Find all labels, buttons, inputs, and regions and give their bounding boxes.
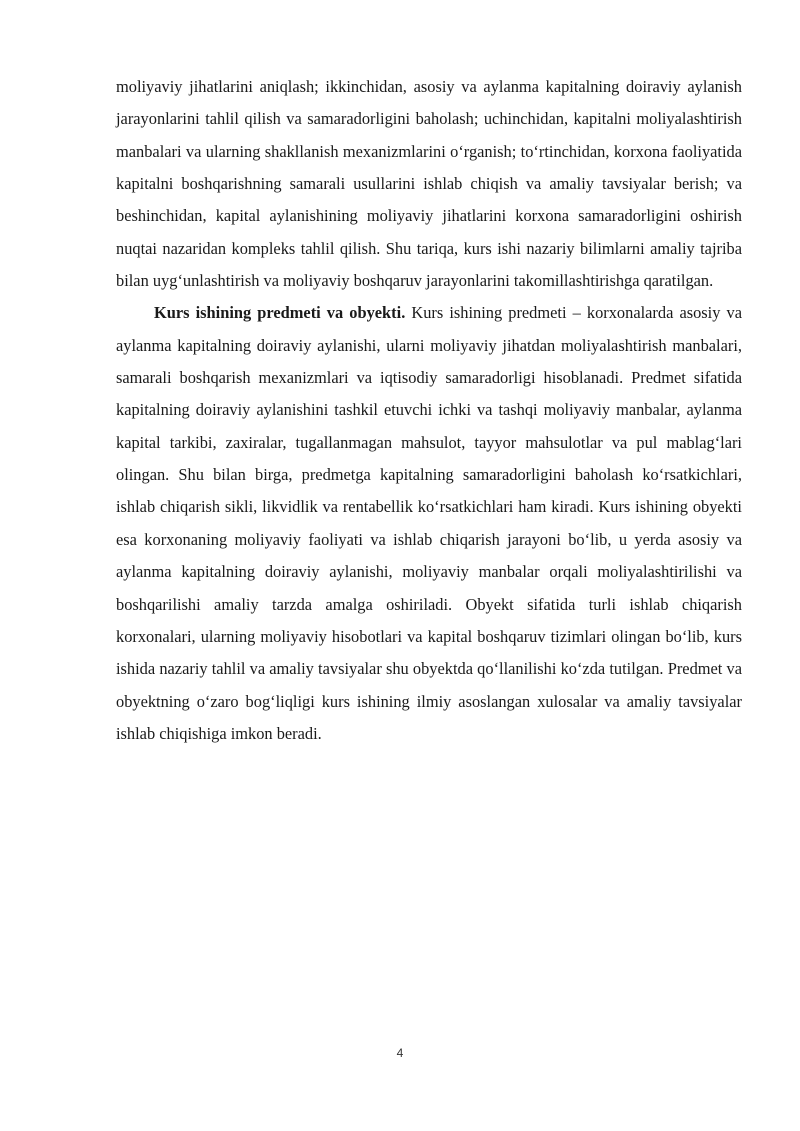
paragraph-subject-and-object bbox=[116, 297, 742, 750]
paragraph-text: moliyaviy jihatlarini aniqlash; ikkinchidan, asosiy va aylanma kapitalning doiraviy aylanish jarayonlarini tahlil qilish va samaradorligini baholash; uchinchidan, kapitalni moliyalashtirish manbalari va ularning shakllanish mexanizmlarini o‘rganish; to‘rtinchidan, korxona faoliyatida kapitalni boshqarishning samarali usullarini ishlab chiqish va amaliy tavsiyalar berish; va beshinchidan, kapital aylanishining moliyaviy jihatlarini korxona samaradorligini oshirish nuqtai nazaridan kompleks tahlil qilish. Shu tariqa, kurs ishi nazariy bilimlarni amaliy tajriba bilan uyg‘unlashtirish va moliyaviy boshqaruv jarayonlarini takomillashtirishga qaratilgan. bbox=[116, 77, 742, 291]
page-number: 4 bbox=[396, 1046, 404, 1060]
paragraph-heading: Kurs ishining predmeti va obyekti. bbox=[154, 303, 406, 323]
paragraph-text: Kurs ishining predmeti – korxonalarda asosiy va aylanma kapitalning doiraviy aylanishi, ularni moliyaviy jihatdan moliyalashtirish manbalari, samarali boshqarish mexanizmlari va iqtisodiy samaradorligi hisoblanadi. Predmet sifatida kapitalning doiraviy aylanishini tashkil etuvchi ichki va tashqi moliyaviy manbalar, aylanma kapital tarkibi, zaxiralar, tugallanmagan mahsulot, tayyor mahsulotlar va pul mablag‘lari olingan. Shu bilan birga, predmetga kapitalning samaradorligini baholash ko‘rsatkichlari, ishlab chiqarish sikli, likvidlik va rentabellik ko‘rsatkichlari ham kiradi. Kurs ishining obyekti esa korxonaning moliyaviy faoliyati va ishlab chiqarish jarayoni bo‘lib, u yerda asosiy va aylanma kapitalning doiraviy aylanishi, moliyaviy manbalar orqali moliyalashtirilishi va boshqarilishi amaliy tarzda amalga oshiriladi. Obyekt sifatida turli ishlab chiqarish korxonalari, ularning moliyaviy hisobotlari va kapital boshqaruv tizimlari olingan bo‘lib, kurs ishida nazariy tahlil va amaliy tavsiyalar shu obyektda qo‘llanilishi ko‘zda tutilgan. Predmet va obyektning o‘zaro bog‘liqligi kurs ishining ilmiy asoslangan xulosalar va amaliy tavsiyalar ishlab chiqishiga imkon beradi. bbox=[116, 303, 742, 743]
paragraph-objectives-continued bbox=[116, 71, 742, 297]
document-page bbox=[116, 71, 742, 750]
